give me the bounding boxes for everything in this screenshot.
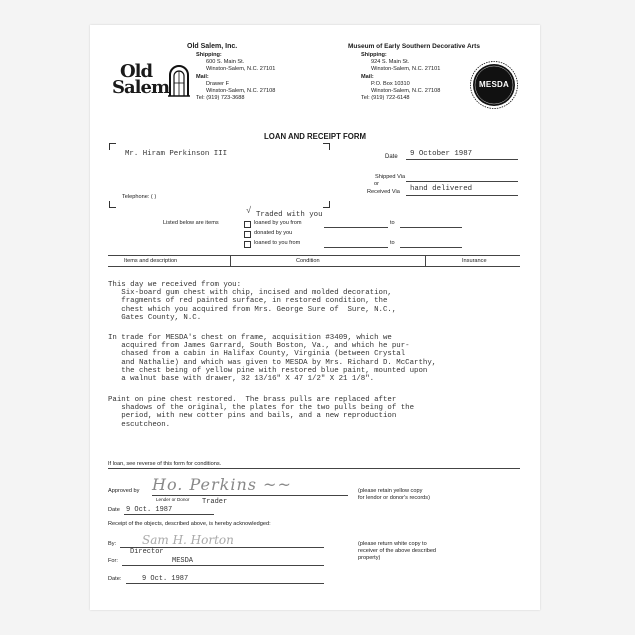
loaned-by-you-checkbox[interactable] [244, 221, 251, 228]
mesda-seal [470, 61, 518, 109]
col-divider-1 [230, 256, 231, 266]
approved-signature: Ho. Perkins ~~ [152, 475, 292, 494]
received-via-line [406, 195, 518, 196]
old-salem-logo [112, 61, 187, 101]
receipt-acknowledged: Receipt of the objects, described above, is hereby acknowledged: [108, 521, 271, 527]
for-line [122, 565, 324, 566]
table-header-bottom-line [108, 266, 520, 267]
loaned-by-to-line [400, 227, 462, 228]
mesda-name: Museum of Early Southern Decorative Arts [348, 43, 480, 50]
old-salem-mail-label: Mail: [196, 73, 209, 80]
address-window-corner-tl [109, 143, 116, 150]
mesda-shipping-city: Winston-Salem, N.C. 27101 [371, 66, 441, 73]
old-salem-shipping-label: Shipping: [196, 52, 222, 58]
address-window-corner-br [323, 201, 330, 208]
old-salem-tel: Tel: (919) 723-3688 [196, 95, 245, 102]
if-loan-note: If loan, see reverse of this form for conditions. [108, 461, 222, 467]
old-salem-shipping-street: 600 S. Main St. [206, 59, 245, 66]
received-via-value[interactable]: hand delivered [410, 185, 473, 193]
approved-date-value: 9 Oct. 1987 [126, 506, 173, 514]
loaned-by-from-line [324, 227, 388, 228]
loaned-to-to-label: to [390, 240, 395, 246]
approved-date-line [124, 514, 214, 515]
mesda-mail-street: P.O. Box 10310 [371, 80, 410, 87]
receipt-date-value: 9 Oct. 1987 [142, 575, 189, 583]
receipt-date-label: Date: [108, 576, 122, 582]
shipped-via-line [406, 181, 518, 182]
address-window-corner-tr [323, 143, 330, 150]
loaned-to-from-line [324, 247, 388, 248]
loaned-to-to-line [400, 247, 462, 248]
old-salem-mail-street: Drawer F [206, 80, 229, 87]
table-header-top-line [108, 255, 520, 256]
telephone-label: Telephone: ( ) [122, 194, 157, 200]
old-salem-logo-text-salem: Salem [112, 77, 169, 98]
form-title: LOAN AND RECEIPT FORM [264, 132, 366, 141]
mesda-tel: Tel: (919) 722-6148 [361, 95, 410, 102]
old-salem-mail-city: Winston-Salem, N.C. 27108 [206, 88, 276, 95]
body-paragraph-trade: In trade for MESDA's chest on frame, acquisition #3409, which we acquired from James Garrard, South Boston, Va., and which he pur- chased from a cabin in Halifax County, Virginia (between Crystal and Nathalie) and which was given to MESDA by Mrs. Richard D. McCarthy, the chest being of yellow pine with restored blue paint, mounted upon a walnut base with drawer, 32 13/16" X 47 1/2" X 21 1/8". [108, 334, 437, 384]
lender-or-donor-label: Lender or Donor [156, 497, 190, 502]
by-label: By: [108, 541, 117, 547]
return-white-note: (please return white copy to receiver of the above described property) [358, 541, 437, 562]
footer-top-line [108, 468, 520, 469]
col-divider-2 [425, 256, 426, 266]
shipped-via-label: Shipped Via [375, 174, 406, 180]
received-via-label: Received Via [367, 189, 400, 195]
old-salem-logo-text-old: Old [120, 61, 153, 82]
loan-receipt-form [90, 25, 540, 610]
for-value: MESDA [172, 557, 194, 565]
date-label: Date [385, 154, 398, 160]
mesda-shipping-label: Shipping: [361, 52, 387, 58]
approved-by-label: Approved by [108, 488, 140, 494]
director-signature: Sam H. Horton [142, 533, 234, 547]
mesda-address [361, 52, 440, 102]
date-line [406, 159, 518, 160]
addressee-name: Mr. Hiram Perkinson III [125, 150, 228, 158]
traded-with-you: Traded with you [256, 211, 323, 219]
date-value[interactable]: 9 October 1987 [410, 150, 473, 158]
for-label: For: [108, 558, 118, 564]
address-window-corner-bl [109, 201, 116, 208]
retain-yellow-note: (please retain yellow copy for lendor or donor's records) [358, 488, 430, 502]
check-mark: √ [246, 206, 252, 216]
approved-role: Trader [202, 498, 228, 506]
or-label: or [374, 181, 379, 187]
mesda-mail-label: Mail: [361, 73, 374, 80]
body-paragraph-restoration: Paint on pine chest restored. The brass pulls are replaced after shadows of the original, the plates for the two pulls being of the period, with new cotter pins and bails, and a new reproduction escutcheon. [108, 396, 415, 429]
col-items-description: Items and description [124, 258, 178, 264]
loaned-by-to-label: to [390, 220, 395, 226]
mesda-mail-city: Winston-Salem, N.C. 27108 [371, 88, 441, 95]
receipt-date-line [126, 583, 324, 584]
donated-label: donated by you [254, 230, 293, 236]
listed-label: Listed below are items [163, 220, 219, 226]
mesda-shipping-street: 924 S. Main St. [371, 59, 410, 66]
loaned-by-you-label: loaned by you from [254, 220, 302, 226]
old-salem-shipping-city: Winston-Salem, N.C. 27101 [206, 66, 276, 73]
approved-by-line [152, 495, 348, 496]
approved-date-label: Date [108, 507, 120, 513]
loaned-to-you-checkbox[interactable] [244, 241, 251, 248]
old-salem-name: Old Salem, Inc. [187, 43, 238, 50]
col-insurance: Insurance [462, 258, 487, 264]
doorway-arch-icon [168, 63, 190, 97]
col-condition: Condition [296, 258, 320, 264]
loaned-to-you-label: loaned to you from [254, 240, 301, 246]
mesda-seal-text: MESDA [479, 80, 509, 89]
body-paragraph-received: This day we received from you: Six-board gum chest with chip, incised and molded decoration, fragments of red painted surface, in restored condition, the chest which you acquired from Mrs. George Sure of Sure, N.C., Gates County, N.C. [108, 281, 397, 322]
by-role: Director [130, 548, 164, 556]
donated-checkbox[interactable] [244, 231, 251, 238]
old-salem-address [196, 52, 275, 102]
